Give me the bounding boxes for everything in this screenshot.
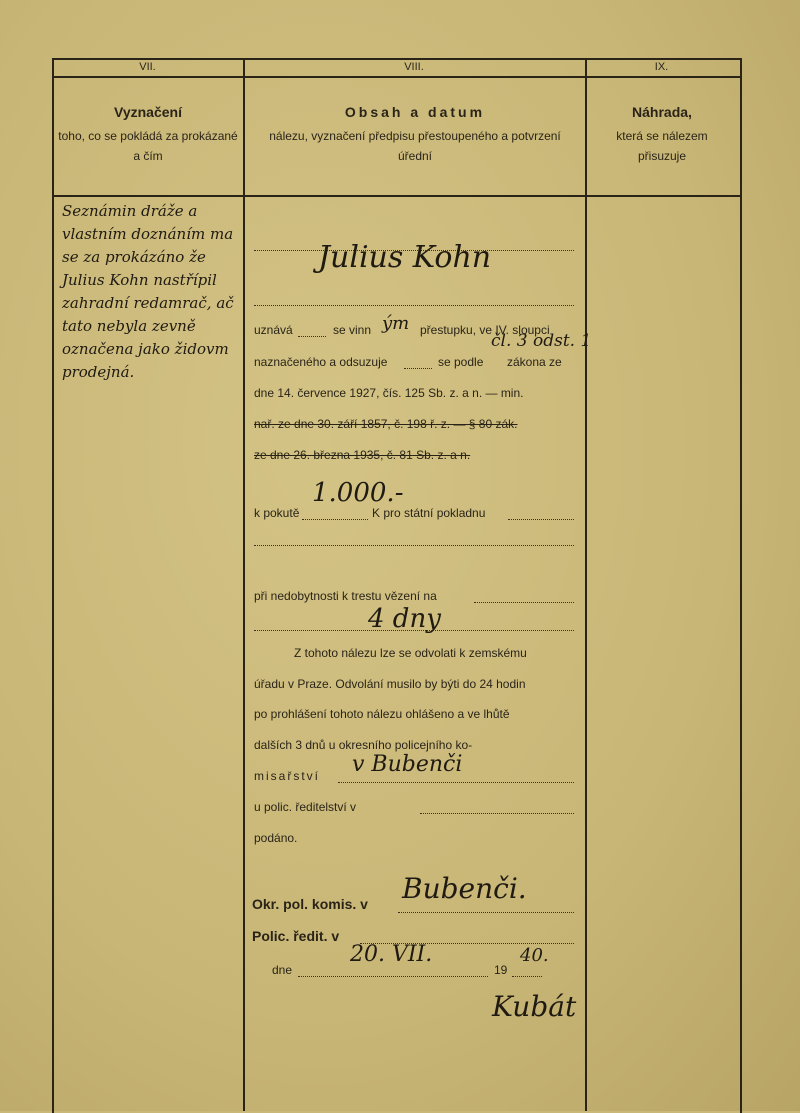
fine-tail-line [508,519,574,520]
handwritten-year: 40. [520,945,549,966]
handwritten-finding: Seznámin dráže a vlastním doznáním ma se za prokázáno že Julius Kohn nastřípil zahradní redamrač, ač tato nebyla zevně označena jako židovm prodejná. [62,202,234,381]
column-title-ix: Náhrada, [632,104,692,120]
column-title-viii: Obsah a datum [344,104,486,120]
text-podano: podáno. [254,831,298,845]
column-subtitle-vii: toho, co se pokládá za prokázané a čím [58,129,238,163]
dots-1a [298,336,326,337]
text-zakona-ze: zákona ze [507,355,562,369]
law-line-1: dne 14. července 1927, čís. 125 Sb. z. a n. — min. [254,386,524,400]
column-subtitle-ix: která se nálezem přisuzuje [616,129,708,163]
appeal-line-5: misařství [254,769,320,783]
column-divider-1 [243,58,245,1111]
handwritten-name: Julius Kohn [318,240,492,275]
column-header-vii [58,104,238,166]
text-k-pokute: k pokutě [254,506,300,520]
text-se-podle: se podle [438,355,484,369]
handwritten-fine-amount: 1.000.- [312,478,404,508]
handwritten-okr-location: Bubenči. [402,872,527,905]
handwritten-article: čl. 3 odst. 1 [491,331,592,351]
text-uznava: uznává [254,323,293,337]
prison-line [474,602,574,603]
handwritten-ending: ým [382,313,410,334]
text-prison: při nedobytnosti k trestu vězení na [254,589,437,603]
column-title-vii: Vyznačení [114,104,182,120]
year-line [512,976,542,977]
column-number-ix: IX. [654,61,669,73]
appeal-line-3: po prohlášení tohoto nálezu ohlášeno a ve lhůtě [254,707,510,721]
column-number-vii: VII. [139,61,156,73]
text-dne: dne [272,963,293,977]
handwritten-signature: Kubát [492,990,577,1023]
column-header-viii [252,104,578,166]
law-line-3-struck: ze dne 26. března 1935, č. 81 Sb. z. a n. [254,448,471,462]
number-row-rule [52,76,740,78]
label-okr-pol-komis: Okr. pol. komis. v [252,896,368,912]
text-prestupku: přestupku, ve IV. sloupci [420,323,550,337]
column-number-viii: VIII. [404,61,424,73]
text-year-prefix: 19 [494,963,508,977]
reditelstvi-line [420,813,574,814]
okr-line [398,912,574,913]
text-pro-statni-pokladnu: K pro státní pokladnu [372,506,486,520]
handwritten-date: 20. VII. [350,942,433,967]
text-ureditelstvi: u polic. ředitelství v [254,800,357,814]
column-header-ix [592,104,732,166]
appeal-line-1: Z tohoto nálezu lze se odvolati k zemskému [294,646,527,660]
handwritten-commissariat: v Bubenči [352,752,463,777]
prison-line-2 [254,630,574,631]
header-rule [52,195,740,197]
text-naznaceneho: naznačeného a odsuzuje [254,355,388,369]
appeal-line-4: dalších 3 dnů u okresního policejního ko- [254,738,473,752]
fine-amount-line [302,519,368,520]
label-polic-redit: Polic. ředit. v [252,928,340,944]
date-line [298,976,488,977]
dots-2a [404,368,432,369]
handwritten-prison-term: 4 dny [368,604,441,634]
law-line-2-struck: nař. ze dne 30. září 1857, č. 198 ř. z. — § 80 zák. [254,417,518,431]
column-divider-2 [585,58,587,1111]
column-subtitle-viii: nálezu, vyznačení předpisu přestoupeného a potvrzení úřední [269,129,561,163]
commissariat-line [338,782,574,783]
blank-line-2 [254,545,574,546]
appeal-line-2: úřadu v Praze. Odvolání musilo by býti do 24 hodin [254,677,526,691]
text-se-vinn: se vinn [333,323,372,337]
blank-line-1 [254,305,574,306]
